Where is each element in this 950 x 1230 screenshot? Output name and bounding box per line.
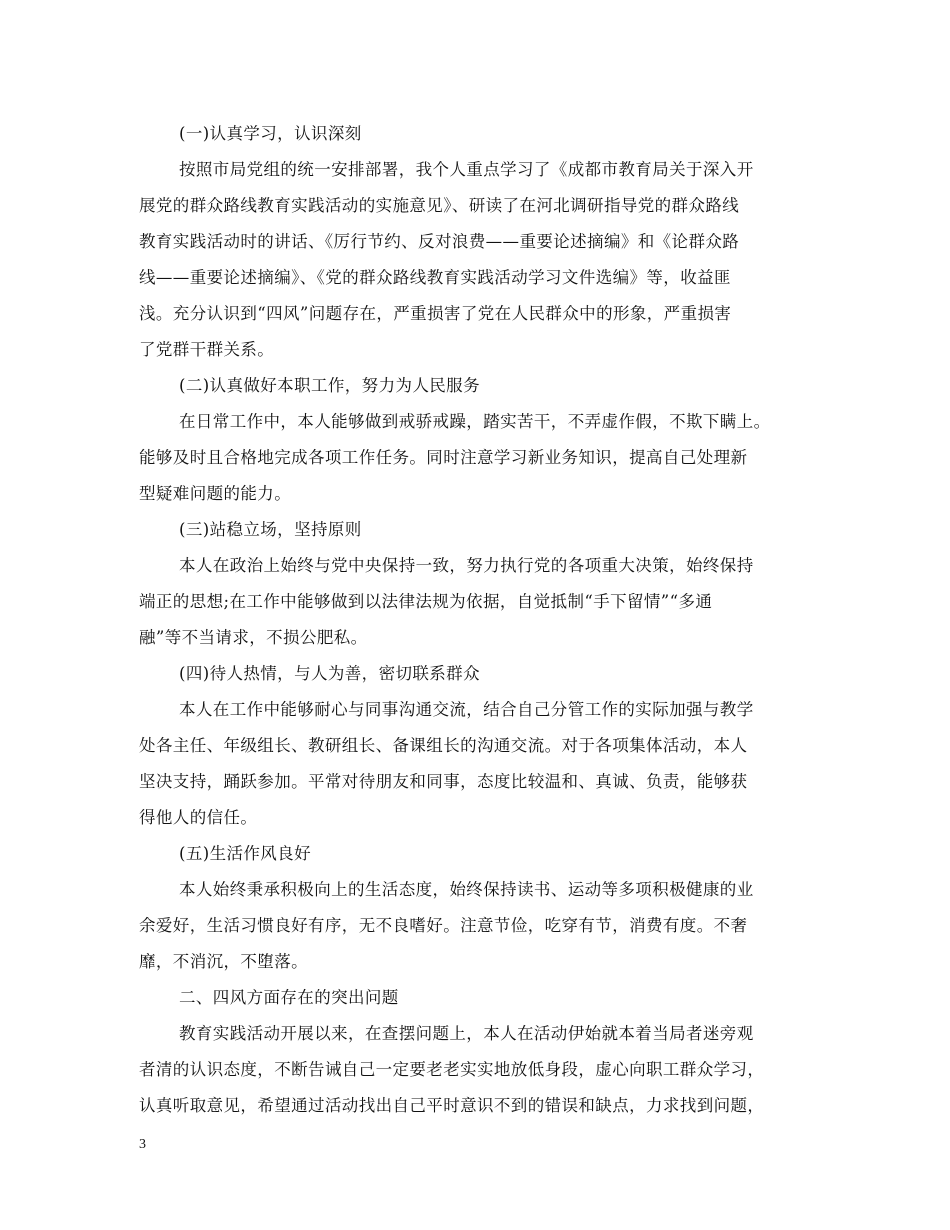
paragraph-line: 教育实践活动时的讲话、《厉行节约、反对浪费——重要论述摘编》和《论群众路 [139, 232, 740, 251]
paragraph-line: 本人在工作中能够耐心与同事沟通交流，结合自己分管工作的实际加强与教学 [179, 700, 754, 719]
section-heading-1: (一)认真学习，认识深刻 [179, 124, 362, 143]
paragraph-line: 线——重要论述摘编》、《党的群众路线教育实践活动学习文件选编》等，收益匪 [139, 268, 731, 287]
section-heading-4: (四)待人热情，与人为善，密切联系群众 [179, 664, 480, 683]
section-heading-2: (二)认真做好本职工作，努力为人民服务 [179, 376, 480, 395]
page-number: 3 [139, 1137, 146, 1152]
document-body [139, 116, 814, 1124]
paragraph-line: 端正的思想;在工作中能够做到以法律法规为依据，自觉抵制“手下留情”“多通 [139, 592, 713, 611]
paragraph-line: 本人在政治上始终与党中央保持一致，努力执行党的各项重大决策，始终保持 [179, 556, 754, 575]
paragraph-line: 得他人的信任。 [139, 808, 258, 827]
paragraph-line: 融”等不当请求，不损公肥私。 [139, 628, 368, 647]
paragraph-line: 靡，不消沉，不堕落。 [139, 952, 308, 971]
paragraph-line: 型疑难问题的能力。 [139, 484, 292, 503]
paragraph-line: 坚决支持，踊跃参加。平常对待朋友和同事，态度比较温和、真诚、负责，能够获 [139, 772, 748, 791]
paragraph-line: 按照市局党组的统一安排部署，我个人重点学习了《成都市教育局关于深入开 [179, 160, 754, 179]
paragraph-line: 认真听取意见，希望通过活动找出自己平时意识不到的错误和缺点，力求找到问题， [139, 1096, 765, 1115]
paragraph-line: 在日常工作中，本人能够做到戒骄戒躁，踏实苦干，不弄虚作假，不欺下瞒上。 [179, 412, 771, 431]
paragraph-line: 教育实践活动开展以来，在查摆问题上，本人在活动伊始就本着当局者迷旁观 [179, 1024, 754, 1043]
paragraph-line: 能够及时且合格地完成各项工作任务。同时注意学习新业务知识，提高自己处理新 [139, 448, 748, 467]
section-heading-main-2: 二、四风方面存在的突出问题 [179, 988, 399, 1007]
section-heading-5: (五)生活作风良好 [179, 844, 311, 863]
paragraph-line: 处各主任、年级组长、教研组长、备课组长的沟通交流。对于各项集体活动，本人 [139, 736, 748, 755]
paragraph-line: 余爱好，生活习惯良好有序，无不良嗜好。注意节俭，吃穿有节，消费有度。不奢 [139, 916, 748, 935]
paragraph-line: 了党群干群关系。 [139, 340, 275, 359]
section-heading-3: (三)站稳立场，坚持原则 [179, 520, 362, 539]
paragraph-line: 本人始终秉承积极向上的生活态度，始终保持读书、运动等多项积极健康的业 [179, 880, 754, 899]
paragraph-line: 浅。充分认识到“四风”问题存在，严重损害了党在人民群众中的形象，严重损害 [139, 304, 732, 323]
paragraph-line: 者清的认识态度，不断告诫自己一定要老老实实地放低身段，虚心向职工群众学习， [139, 1060, 765, 1079]
paragraph-line: 展党的群众路线教育实践活动的实施意见》、研读了在河北调研指导党的群众路线 [139, 196, 740, 215]
